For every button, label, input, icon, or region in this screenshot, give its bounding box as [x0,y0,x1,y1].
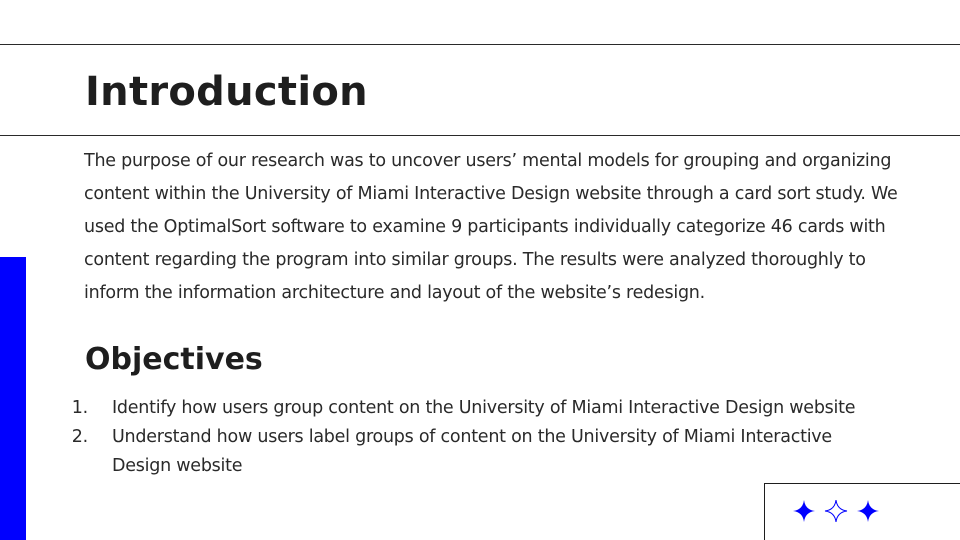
sparkle-decoration [792,498,882,524]
outline-sparkle-icon [825,500,847,522]
top-divider [0,44,960,45]
objective-text: Identify how users group content on the University of Miami Interactive Design website [112,398,856,418]
filled-sparkle-icon [793,500,815,522]
objective-text: Understand how users label groups of content on the University of Miami Interactive Design website [112,427,832,476]
title-divider [0,135,960,136]
objective-number: 1. [71,398,88,418]
objectives-list [64,394,894,481]
objective-number: 2. [71,427,88,447]
objectives-heading: Objectives [85,342,263,377]
filled-sparkle-icon [857,500,879,522]
objective-item [64,394,894,423]
accent-side-bar [0,257,26,540]
slide-title: Introduction [85,69,368,115]
intro-paragraph: The purpose of our research was to uncover users’ mental models for grouping and organizing content within the University of Miami Interactive Design website through a card sort study. We used the OptimalSort software to examine 9 participants individually categorize 46 cards with content regarding the program into similar groups. The results were analyzed thoroughly to inform the information architecture and layout of the website’s redesign. [84,151,898,303]
objective-item [64,423,894,481]
